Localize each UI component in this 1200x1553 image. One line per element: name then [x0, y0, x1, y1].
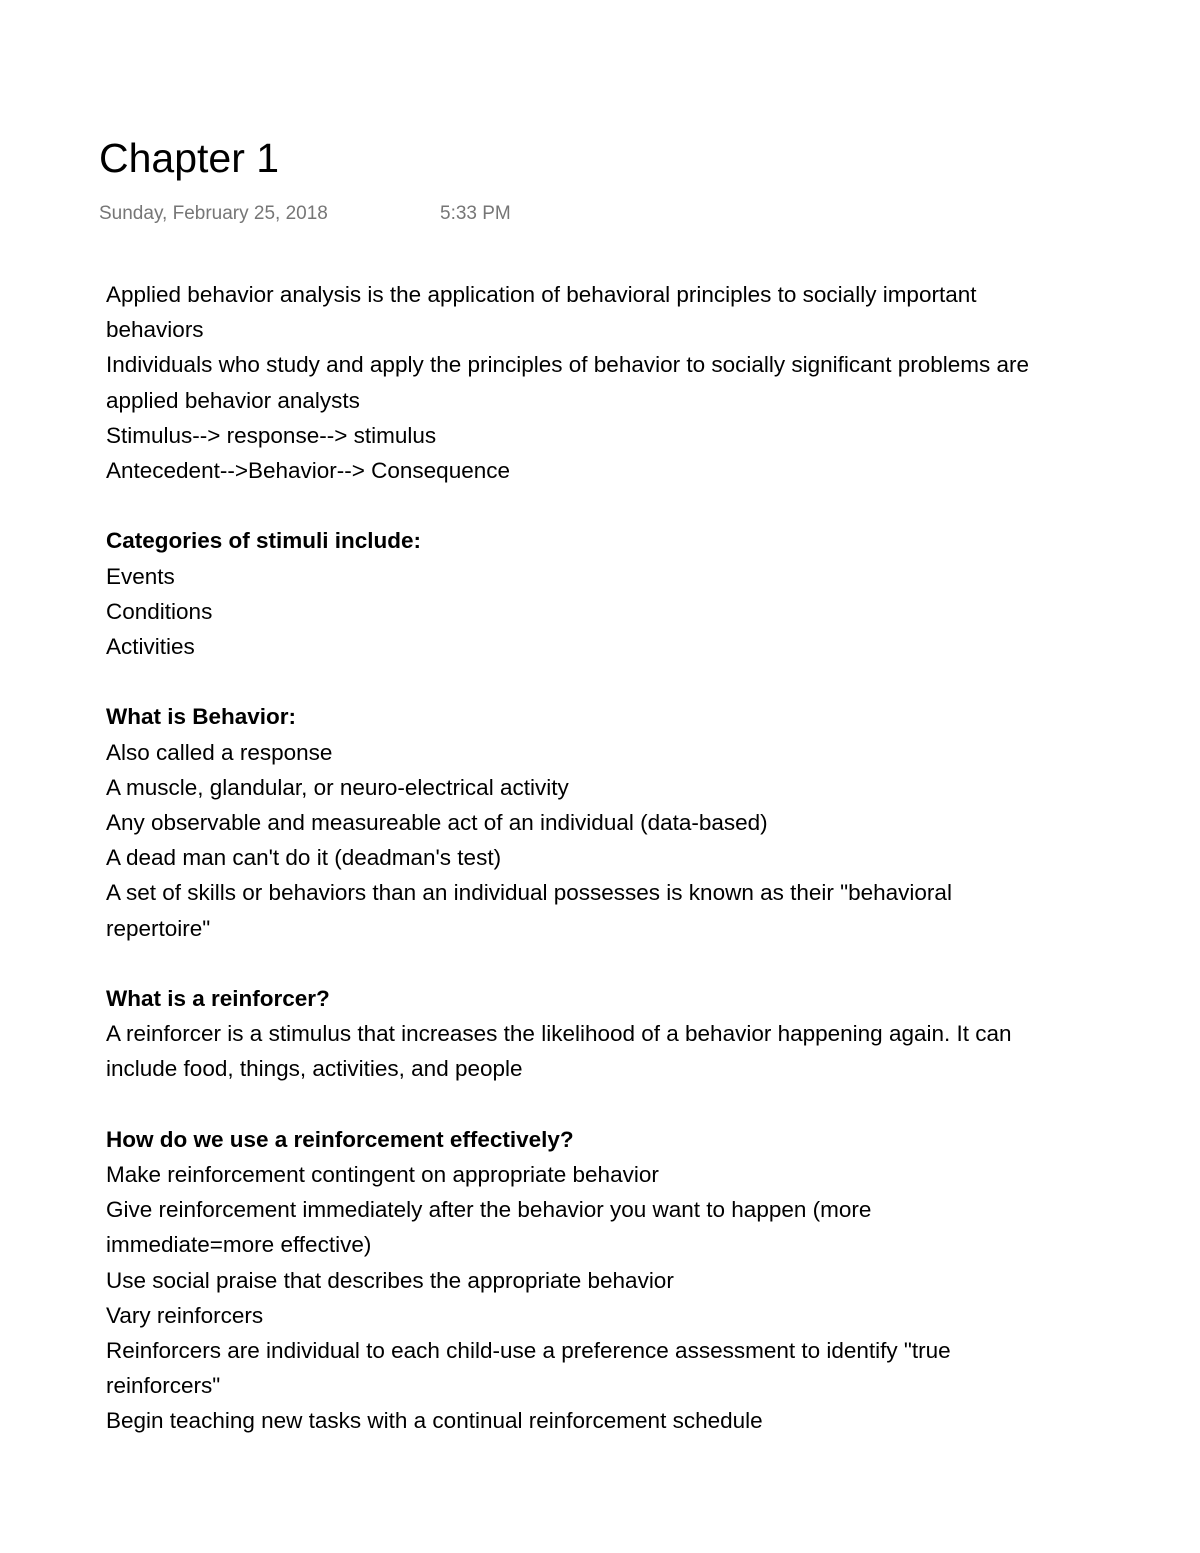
blank-line: [106, 488, 1196, 523]
behavior-section: [106, 699, 1196, 945]
note-line: A muscle, glandular, or neuro-electrical activity: [106, 774, 569, 800]
note-line: Reinforcers are individual to each child-use a preference assessment to identify "true: [106, 1338, 951, 1364]
note-line: behaviors: [106, 317, 204, 343]
section-heading: Categories of stimuli include:: [106, 528, 422, 554]
note-line: A dead man can't do it (deadman's test): [106, 845, 502, 871]
note-line: repertoire": [106, 915, 211, 941]
note-line: Also called a response: [106, 739, 333, 765]
note-line: Begin teaching new tasks with a continual reinforcement schedule: [106, 1408, 763, 1434]
stimuli-section: [106, 523, 1196, 664]
note-line: Events: [106, 563, 175, 589]
page-time: 5:33 PM: [440, 203, 511, 224]
section-heading: What is a reinforcer?: [106, 986, 330, 1012]
note-line: include food, things, activities, and people: [106, 1056, 523, 1082]
note-line: Activities: [106, 634, 195, 660]
note-line: Any observable and measureable act of an individual (data-based): [106, 810, 768, 836]
blank-line: [106, 1087, 1196, 1122]
page-date: Sunday, February 25, 2018: [99, 203, 328, 224]
note-line: Give reinforcement immediately after the behavior you want to happen (more: [106, 1197, 872, 1223]
note-body: [106, 277, 1196, 1439]
blank-line: [106, 946, 1196, 981]
note-line: immediate=more effective): [106, 1232, 372, 1258]
note-line: Conditions: [106, 598, 213, 624]
note-line: Antecedent-->Behavior--> Consequence: [106, 458, 511, 484]
note-line: A set of skills or behaviors than an individual possesses is known as their "behavioral: [106, 880, 952, 906]
blank-line: [106, 664, 1196, 699]
note-line: A reinforcer is a stimulus that increases the likelihood of a behavior happening again. It can: [106, 1021, 1012, 1047]
note-line: Use social praise that describes the appropriate behavior: [106, 1267, 674, 1293]
note-line: Make reinforcement contingent on appropriate behavior: [106, 1162, 659, 1188]
section-heading: How do we use a reinforcement effectively?: [106, 1126, 574, 1152]
note-line: reinforcers": [106, 1373, 221, 1399]
intro-section: [106, 277, 1196, 488]
page-title: Chapter 1: [99, 135, 280, 181]
note-line: Individuals who study and apply the principles of behavior to socially significant problems are: [106, 352, 1030, 378]
note-line: applied behavior analysts: [106, 387, 360, 413]
reinforcer-section: [106, 981, 1196, 1087]
reinforcement-section: [106, 1122, 1196, 1439]
note-line: Vary reinforcers: [106, 1302, 264, 1328]
section-heading: What is Behavior:: [106, 704, 297, 730]
note-line: Applied behavior analysis is the application of behavioral principles to socially important: [106, 282, 977, 307]
page-timestamp: [99, 201, 511, 227]
note-line: Stimulus--> response--> stimulus: [106, 422, 437, 448]
